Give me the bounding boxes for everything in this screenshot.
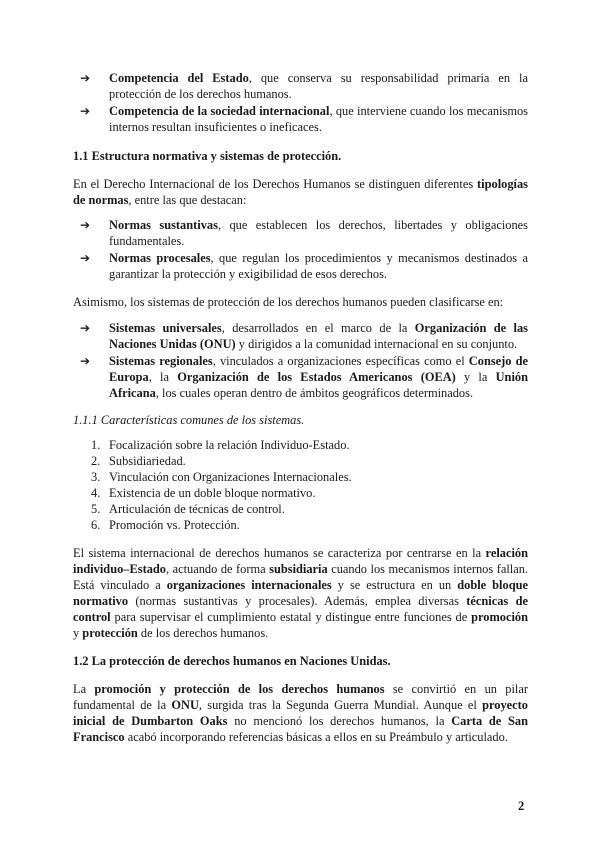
arrow-icon: ➔ — [80, 251, 91, 265]
list-item: 2. Subsidiariedad. — [91, 454, 186, 468]
list-item: 4. Existencia de un doble bloque normativo. — [91, 486, 316, 500]
section-heading: 1.1 Estructura normativa y sistemas de protección. — [73, 149, 342, 163]
section-heading: 1.2 La protección de derechos humanos en Naciones Unidas. — [73, 654, 391, 668]
list-item: ➔ Competencia del Estado, que conserva su responsabilidad primaria en la protección de los derechos humanos. — [80, 71, 528, 101]
protection-systems-list — [73, 320, 528, 401]
subsection-heading: 1.1.1 Características comunes de los sistemas. — [73, 413, 305, 427]
list-item: ➔ Normas procesales, que regulan los procedimientos y mecanismos destinados a garantizar la protección y exigibilidad de esos derechos. — [80, 251, 528, 281]
list-item: ➔ Sistemas universales, desarrollados en el marco de la Organización de las Naciones Unidas (ONU) y dirigidos a la comunidad internacional en su conjunto. — [80, 321, 528, 351]
paragraph: La promoción y protección de los derechos humanos se convirtió en un pilar fundamental de la ONU, surgida tras la Segunda Guerra Mundial. Aunque el proyecto inicial de Dumbarton Oaks no mencionó los derechos humanos, la Carta de San Francisco acabó incorporando referencias básicas a ellos en su Preámbulo y articulado. — [73, 682, 528, 744]
paragraph: Asimismo, los sistemas de protección de los derechos humanos pueden clasificarse en: — [73, 295, 504, 309]
paragraph: En el Derecho Internacional de los Derechos Humanos se distinguen diferentes tipologías de normas, entre las que destacan: — [73, 177, 528, 207]
competence-list — [73, 70, 528, 135]
list-item: ➔ Competencia de la sociedad internacional, que interviene cuando los mecanismos internos resultan insuficientes o ineficaces. — [80, 104, 529, 134]
page-number: 2 — [518, 799, 525, 813]
list-item: ➔ Normas sustantivas, que establecen los derechos, libertades y obligaciones fundamentales. — [80, 218, 529, 248]
list-item: ➔ Sistemas regionales, vinculados a organizaciones específicas como el Consejo de Europa, la Organización de los Estados Americanos (OEA) y la Unión Africana, los cuales operan dentro de ámbitos geográficos determinados. — [80, 354, 528, 400]
document-page — [73, 70, 528, 745]
norm-types-list — [73, 217, 528, 282]
list-item: 3. Vinculación con Organizaciones Internacionales. — [91, 470, 352, 484]
arrow-icon: ➔ — [80, 218, 91, 232]
arrow-icon: ➔ — [80, 104, 91, 118]
list-item: 1. Focalización sobre la relación Individuo-Estado. — [91, 438, 350, 452]
paragraph: El sistema internacional de derechos humanos se caracteriza por centrarse en la relación individuo–Estado, actuando de forma subsidiaria cuando los mecanismos internos fallan. Está vinculado a organizaciones internacionales y se estructura en un doble bloque normativo (normas sustantivas y procesales). Además, emplea diversas técnicas de control para supervisar el cumplimiento estatal y distingue entre funciones de promoción y protección de los derechos humanos. — [73, 546, 528, 640]
arrow-icon: ➔ — [80, 71, 91, 85]
arrow-icon: ➔ — [80, 354, 91, 368]
list-item: 5. Articulación de técnicas de control. — [91, 502, 285, 516]
characteristics-list — [73, 437, 528, 533]
list-item: 6. Promoción vs. Protección. — [91, 518, 240, 532]
arrow-icon: ➔ — [80, 321, 91, 335]
